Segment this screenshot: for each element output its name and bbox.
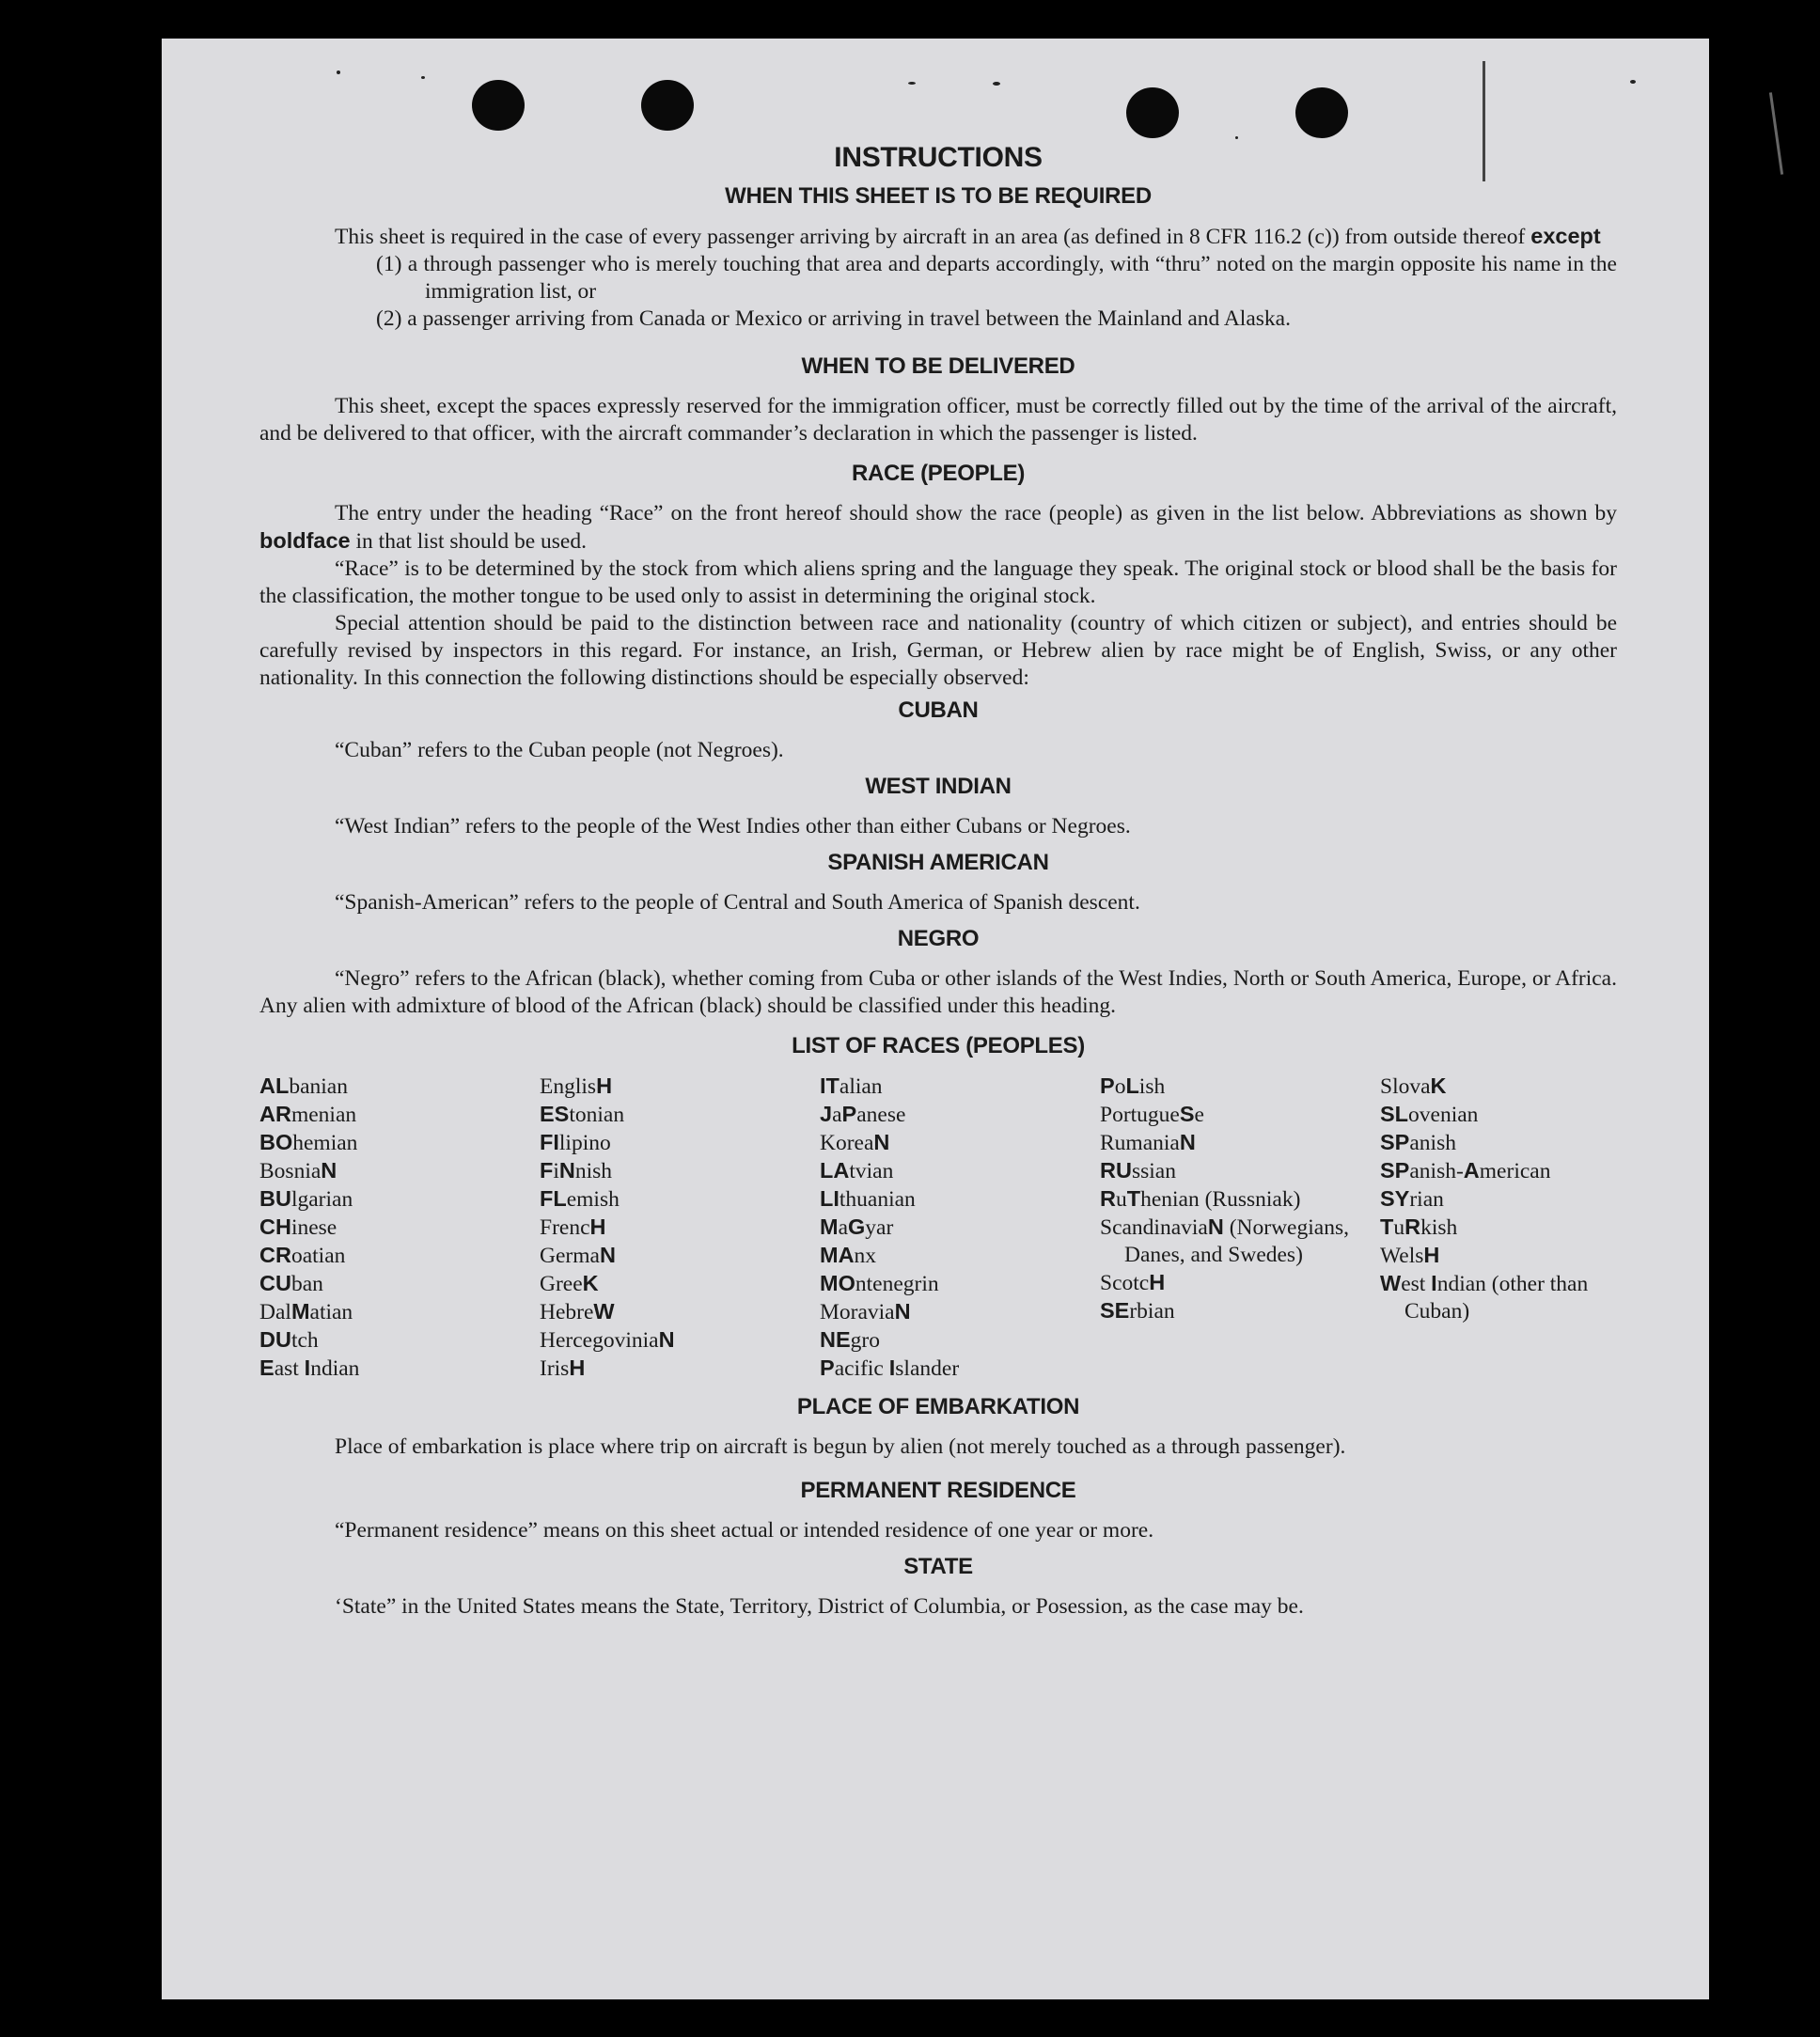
race-item bbox=[540, 1326, 820, 1355]
race-item bbox=[820, 1073, 1100, 1101]
list-item: (1) a through passenger who is merely touching that area and departs accordingly, with “thru” noted on the margin opposite his name in the immigration list, or bbox=[376, 252, 1617, 304]
races-column bbox=[820, 1073, 1100, 1383]
race-text: nx bbox=[854, 1244, 877, 1268]
race-text: rian bbox=[1409, 1187, 1444, 1212]
race-text: lipino bbox=[558, 1131, 611, 1155]
race-item bbox=[540, 1101, 820, 1129]
race-text: inese bbox=[290, 1215, 337, 1240]
race-item bbox=[259, 1101, 540, 1129]
punch-hole bbox=[641, 80, 694, 131]
race-text: Hebre bbox=[540, 1300, 594, 1324]
race-item bbox=[820, 1298, 1100, 1326]
race-item bbox=[540, 1129, 820, 1157]
race-text: tch bbox=[290, 1328, 319, 1353]
heading-race: RACE (PEOPLE) bbox=[851, 461, 1026, 486]
paragraph: This sheet, except the spaces expressly reserved for the immigration officer, must be correctly filled out by the time of the arrival of the aircraft, and be delivered to that officer, with the aircraft commander’s declaration in which the passenger is listed. bbox=[259, 394, 1617, 446]
race-text: Hercegovinia bbox=[540, 1328, 659, 1353]
speck bbox=[337, 71, 340, 74]
race-abbrev: T bbox=[1380, 1214, 1394, 1239]
race-abbrev: SP bbox=[1380, 1130, 1410, 1154]
race-abbrev: R bbox=[1404, 1214, 1421, 1239]
race-text: a bbox=[838, 1215, 849, 1240]
race-abbrev: K bbox=[582, 1271, 599, 1295]
race-text: ast bbox=[274, 1356, 305, 1381]
race-abbrev: N bbox=[658, 1327, 675, 1352]
punch-hole bbox=[1126, 87, 1179, 138]
race-abbrev: CU bbox=[259, 1271, 291, 1295]
race-abbrev: FI bbox=[540, 1130, 559, 1154]
race-text: Rumania bbox=[1100, 1131, 1180, 1155]
race-text: ssian bbox=[1131, 1159, 1176, 1183]
race-text: ish bbox=[1138, 1074, 1166, 1099]
race-text: anese bbox=[856, 1103, 906, 1127]
race-abbrev: L bbox=[1125, 1073, 1139, 1098]
race-text: u bbox=[1393, 1215, 1405, 1240]
text: in that list should be used. bbox=[355, 529, 587, 554]
races-column bbox=[259, 1073, 540, 1383]
race-abbrev: I bbox=[888, 1355, 896, 1380]
race-abbrev: N bbox=[1179, 1130, 1196, 1154]
race-text: ndian bbox=[310, 1356, 360, 1381]
race-item bbox=[540, 1157, 820, 1185]
race-abbrev: SY bbox=[1380, 1186, 1410, 1211]
race-text: hemian bbox=[292, 1131, 358, 1155]
heading-permanent-residence: PERMANENT RESIDENCE bbox=[800, 1478, 1076, 1503]
speck bbox=[421, 76, 425, 79]
page-title: INSTRUCTIONS bbox=[834, 142, 1043, 173]
race-text: Scandinavia bbox=[1100, 1215, 1208, 1240]
section-when-delivered bbox=[259, 393, 1617, 447]
speck bbox=[993, 82, 1000, 86]
race-abbrev: SL bbox=[1380, 1102, 1409, 1126]
race-text: yar bbox=[865, 1215, 894, 1240]
race-abbrev: DU bbox=[259, 1327, 291, 1352]
race-text: henian (Russniak) bbox=[1140, 1187, 1301, 1212]
race-text: Slova bbox=[1380, 1074, 1431, 1099]
heading-spanish-american: SPANISH AMERICAN bbox=[827, 850, 1049, 875]
race-text: ndian (other than Cuban) bbox=[1404, 1272, 1589, 1324]
instructions-content bbox=[259, 142, 1617, 1621]
race-item bbox=[1380, 1129, 1617, 1157]
speck bbox=[908, 82, 916, 85]
race-abbrev: N bbox=[1207, 1214, 1224, 1239]
race-item bbox=[1100, 1185, 1380, 1214]
race-text: nish bbox=[574, 1159, 613, 1183]
paragraph: “Race” is to be determined by the stock from which aliens spring and the language they speak. The original stock or blood shall be the basis for the classification, the mother tongue to be used only to assist in determining the original stock. bbox=[259, 556, 1617, 608]
race-abbrev: FL bbox=[540, 1186, 567, 1211]
race-text: Moravia bbox=[820, 1300, 895, 1324]
race-text: Germa bbox=[540, 1244, 600, 1268]
race-text: i bbox=[553, 1159, 559, 1183]
paragraph: ‘State” in the United States means the State, Territory, District of Columbia, or Posession, as the case may be. bbox=[335, 1594, 1304, 1619]
race-item bbox=[820, 1101, 1100, 1129]
race-text: anish- bbox=[1409, 1159, 1464, 1183]
race-item bbox=[1380, 1214, 1617, 1242]
race-abbrev: BO bbox=[259, 1130, 293, 1154]
heading-embarkation: PLACE OF EMBARKATION bbox=[796, 1394, 1080, 1419]
race-text: menian bbox=[290, 1103, 357, 1127]
punch-hole bbox=[1295, 87, 1348, 138]
race-text: a bbox=[832, 1103, 842, 1127]
race-text: e bbox=[1194, 1103, 1204, 1127]
race-text: anish bbox=[1409, 1131, 1456, 1155]
race-item bbox=[540, 1073, 820, 1101]
race-abbrev: N bbox=[321, 1158, 337, 1183]
race-item bbox=[259, 1298, 540, 1326]
race-text: oatian bbox=[290, 1244, 346, 1268]
race-abbrev: N bbox=[599, 1243, 616, 1267]
race-text: o bbox=[1114, 1074, 1126, 1099]
race-text: Dal bbox=[259, 1300, 291, 1324]
race-text: Bosnia bbox=[259, 1159, 322, 1183]
race-abbrev: RU bbox=[1100, 1158, 1132, 1183]
race-item bbox=[540, 1185, 820, 1214]
race-abbrev: M bbox=[820, 1214, 839, 1239]
race-abbrev: H bbox=[589, 1214, 606, 1239]
race-abbrev: P bbox=[820, 1355, 835, 1380]
race-item bbox=[259, 1242, 540, 1270]
race-text: Gree bbox=[540, 1272, 583, 1296]
race-text: (Norwegians, Danes, and Swedes) bbox=[1124, 1215, 1349, 1267]
heading-state: STATE bbox=[903, 1554, 973, 1579]
race-item bbox=[1100, 1214, 1380, 1269]
race-abbrev: H bbox=[569, 1355, 586, 1380]
race-abbrev: P bbox=[1100, 1073, 1115, 1098]
race-text: merican bbox=[1479, 1159, 1551, 1183]
race-abbrev: NE bbox=[820, 1327, 851, 1352]
race-text: lgarian bbox=[290, 1187, 353, 1212]
race-item bbox=[540, 1214, 820, 1242]
race-item bbox=[1380, 1157, 1617, 1185]
race-item bbox=[1100, 1297, 1380, 1325]
race-abbrev: E bbox=[259, 1355, 275, 1380]
race-item bbox=[820, 1355, 1100, 1383]
race-text: tonian bbox=[569, 1103, 625, 1127]
race-item bbox=[820, 1242, 1100, 1270]
race-text: banian bbox=[289, 1074, 348, 1099]
race-abbrev: MO bbox=[820, 1271, 855, 1295]
race-abbrev: ES bbox=[540, 1102, 570, 1126]
race-abbrev: IT bbox=[820, 1073, 839, 1098]
heading-when-delivered: WHEN TO BE DELIVERED bbox=[801, 353, 1075, 379]
race-abbrev: SE bbox=[1100, 1298, 1130, 1323]
race-abbrev: SP bbox=[1380, 1158, 1410, 1183]
race-text: emish bbox=[566, 1187, 620, 1212]
race-abbrev: H bbox=[1149, 1270, 1166, 1294]
race-abbrev: G bbox=[848, 1214, 866, 1239]
bold-text: except bbox=[1530, 224, 1601, 248]
race-abbrev: LA bbox=[820, 1158, 850, 1183]
speck bbox=[1235, 136, 1238, 139]
race-item bbox=[820, 1129, 1100, 1157]
race-text: slander bbox=[895, 1356, 960, 1381]
race-abbrev: N bbox=[894, 1299, 911, 1324]
race-abbrev: A bbox=[1463, 1158, 1480, 1183]
race-item bbox=[259, 1326, 540, 1355]
race-abbrev: F bbox=[540, 1158, 554, 1183]
race-item bbox=[1100, 1269, 1380, 1297]
races-column bbox=[1100, 1073, 1380, 1383]
race-abbrev: T bbox=[1126, 1186, 1141, 1211]
speck bbox=[1630, 80, 1636, 84]
race-abbrev: H bbox=[1423, 1243, 1440, 1267]
race-item bbox=[820, 1185, 1100, 1214]
race-abbrev: R bbox=[1100, 1186, 1116, 1211]
race-text: Frenc bbox=[540, 1215, 590, 1240]
race-text: Portugue bbox=[1100, 1103, 1180, 1127]
race-abbrev: I bbox=[1431, 1271, 1437, 1295]
paragraph: “Negro” refers to the African (black), whether coming from Cuba or other islands of the West Indies, North or South America, Europe, or Africa. Any alien with admixture of blood of the African (black) should be classified under this heading. bbox=[259, 966, 1617, 1018]
bold-text: boldface bbox=[259, 528, 351, 553]
race-item bbox=[259, 1129, 540, 1157]
race-item bbox=[1380, 1185, 1617, 1214]
race-text: acific bbox=[834, 1356, 889, 1381]
race-abbrev: S bbox=[1179, 1102, 1195, 1126]
text: This sheet is required in the case of every passenger arriving by aircraft in an area (as defined in 8 CFR 116.2 (c)) from outside thereof bbox=[335, 225, 1526, 249]
race-item bbox=[1100, 1101, 1380, 1129]
race-text: Englis bbox=[540, 1074, 597, 1099]
race-abbrev: P bbox=[841, 1102, 857, 1126]
race-item bbox=[1100, 1129, 1380, 1157]
race-text: Iris bbox=[540, 1356, 570, 1381]
punch-hole bbox=[472, 80, 525, 131]
race-abbrev: AR bbox=[259, 1102, 291, 1126]
race-text: est bbox=[1401, 1272, 1432, 1296]
race-text: ovenian bbox=[1408, 1103, 1479, 1127]
race-item bbox=[540, 1355, 820, 1383]
race-abbrev: CR bbox=[259, 1243, 291, 1267]
race-item bbox=[1380, 1242, 1617, 1270]
race-item bbox=[1100, 1073, 1380, 1101]
race-item bbox=[540, 1270, 820, 1298]
race-item bbox=[259, 1270, 540, 1298]
heading-when-required: WHEN THIS SHEET IS TO BE REQUIRED bbox=[725, 183, 1152, 209]
race-abbrev: N bbox=[558, 1158, 575, 1183]
heading-list-of-races: LIST OF RACES (PEOPLES) bbox=[792, 1033, 1085, 1058]
race-abbrev: K bbox=[1430, 1073, 1447, 1098]
edge-mark bbox=[1769, 92, 1783, 175]
paragraph bbox=[259, 500, 1617, 556]
race-item bbox=[259, 1157, 540, 1185]
paragraph: Special attention should be paid to the distinction between race and nationality (country of which citizen or subject), and entries should be carefully revised by inspectors in this regard. For instance, an Irish, German, or Hebrew alien by race might be of English, Swiss, or any other nationality. In this connection the following distinctions should be especially observed: bbox=[259, 611, 1617, 690]
document-page bbox=[162, 39, 1709, 1999]
race-abbrev: CH bbox=[259, 1214, 291, 1239]
race-text: thuanian bbox=[839, 1187, 916, 1212]
list-item: (2) a passenger arriving from Canada or Mexico or arriving in travel between the Mainland and Alaska. bbox=[376, 306, 1291, 331]
race-abbrev: MA bbox=[820, 1243, 855, 1267]
race-item bbox=[820, 1326, 1100, 1355]
race-item bbox=[820, 1214, 1100, 1242]
race-abbrev: N bbox=[873, 1130, 890, 1154]
race-item bbox=[1380, 1270, 1617, 1325]
race-abbrev: BU bbox=[259, 1186, 291, 1211]
paragraph: “Permanent residence” means on this sheet actual or intended residence of one year or more. bbox=[335, 1518, 1154, 1543]
race-abbrev: W bbox=[593, 1299, 615, 1324]
race-abbrev: W bbox=[1380, 1271, 1402, 1295]
race-abbrev: H bbox=[596, 1073, 613, 1098]
race-item bbox=[820, 1270, 1100, 1298]
races-column bbox=[1380, 1073, 1617, 1383]
race-text: u bbox=[1115, 1187, 1127, 1212]
race-text: Wels bbox=[1380, 1244, 1424, 1268]
section-race bbox=[259, 500, 1617, 692]
race-text: gro bbox=[850, 1328, 880, 1353]
races-list bbox=[259, 1073, 1617, 1383]
race-item bbox=[820, 1157, 1100, 1185]
paragraph: “Cuban” refers to the Cuban people (not Negroes). bbox=[335, 738, 784, 762]
race-text: Scotc bbox=[1100, 1271, 1150, 1295]
race-item bbox=[540, 1242, 820, 1270]
heading-cuban: CUBAN bbox=[898, 697, 979, 723]
heading-west-indian: WEST INDIAN bbox=[865, 774, 1012, 799]
race-item bbox=[259, 1355, 540, 1383]
race-item bbox=[1380, 1101, 1617, 1129]
paragraph: Place of embarkation is place where trip on aircraft is begun by alien (not merely touched as a through passenger). bbox=[335, 1434, 1346, 1459]
race-abbrev: J bbox=[820, 1102, 833, 1126]
race-text: ntenegrin bbox=[855, 1272, 939, 1296]
race-item bbox=[1100, 1157, 1380, 1185]
text: The entry under the heading “Race” on the front hereof should show the race (people) as given in the list below. Abbreviations as shown by bbox=[335, 501, 1617, 525]
race-text: atian bbox=[309, 1300, 353, 1324]
race-text: tvian bbox=[849, 1159, 894, 1183]
heading-negro: NEGRO bbox=[897, 926, 980, 951]
race-abbrev: AL bbox=[259, 1073, 290, 1098]
race-text: Korea bbox=[820, 1131, 874, 1155]
paragraph bbox=[259, 223, 1617, 251]
race-abbrev: M bbox=[290, 1299, 310, 1324]
race-text: alian bbox=[839, 1074, 883, 1099]
section-when-required bbox=[259, 223, 1617, 333]
race-item bbox=[259, 1073, 540, 1101]
race-abbrev: I bbox=[304, 1355, 311, 1380]
race-text: rbian bbox=[1129, 1299, 1175, 1324]
races-column bbox=[540, 1073, 820, 1383]
paragraph: “West Indian” refers to the people of the West Indies other than either Cubans or Negroes. bbox=[335, 814, 1131, 838]
race-item bbox=[259, 1185, 540, 1214]
race-item bbox=[540, 1298, 820, 1326]
race-item bbox=[259, 1214, 540, 1242]
paragraph: “Spanish-American” refers to the people of Central and South America of Spanish descent. bbox=[335, 890, 1140, 915]
race-text: kish bbox=[1420, 1215, 1458, 1240]
race-abbrev: LI bbox=[820, 1186, 839, 1211]
race-item bbox=[1380, 1073, 1617, 1101]
race-text: ban bbox=[290, 1272, 323, 1296]
